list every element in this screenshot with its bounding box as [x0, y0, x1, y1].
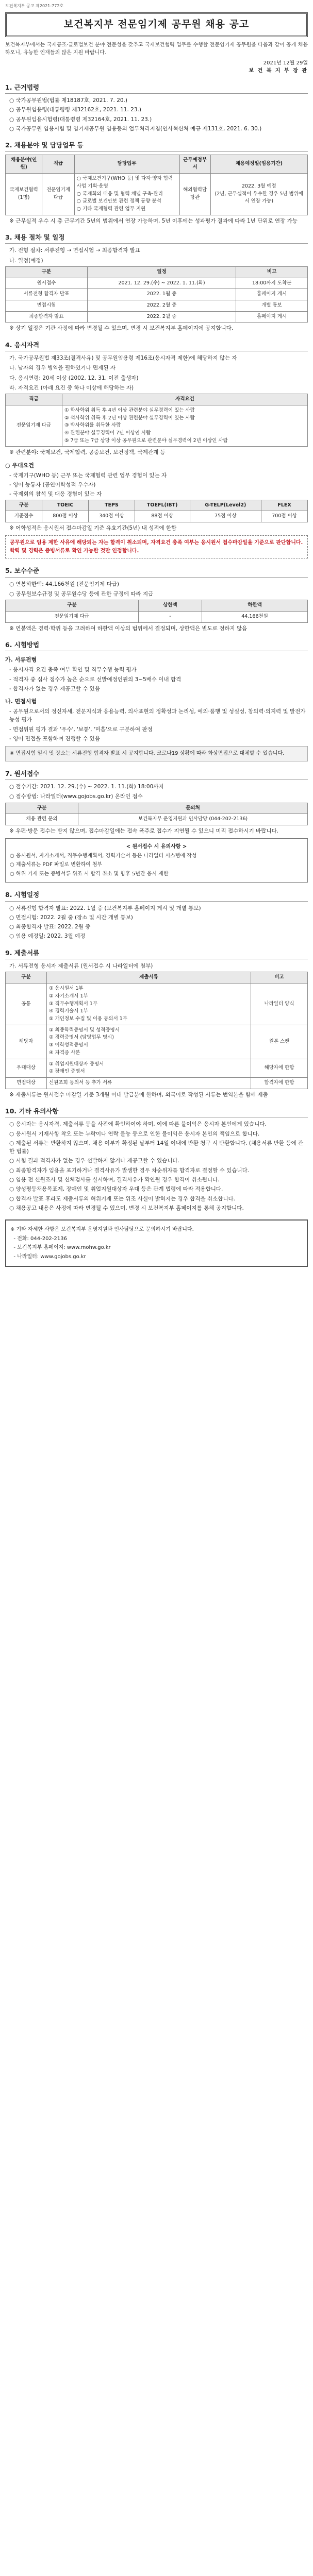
schedule-table	[5, 266, 308, 323]
table-header: 채용분야(인원)	[6, 155, 42, 173]
table-row	[6, 611, 308, 622]
section-4-item: 나. 남자의 경우 병역을 필하였거나 면제된 자	[9, 365, 116, 371]
table-cell: ① 학사학위 취득 후 4년 이상 관련분야 실무경력이 있는 사람 ② 석사학위 취득 후 2년 이상 관련분야 실무경력이 있는 사람 ③ 박사학위를 취득한 사람 ④ 관련분야 실무경력이 7년 이상인 사람 ⑤ 7급 또는 7급 상당 이상 공무원으로 관련분야 실무경력이 2년 이상인 사람	[62, 405, 308, 447]
section-7-title: 7. 원서접수	[5, 769, 308, 780]
list-item: - 응시자격 요건 충족 여부 확인 및 직무수행 능력 평가	[9, 667, 137, 673]
caution-title: < 원서접수 시 유의사항 >	[126, 844, 187, 850]
table-cell: ① 최종학력증명서 및 성적증명서 ② 경력증명서 (담당업무 명시) ③ 어학성적증명서 ④ 자격증 사본	[47, 1025, 251, 1059]
table-header: 구분	[6, 972, 47, 984]
footer-contact-box	[5, 1219, 308, 1267]
section-7-note: ※ 우편·방문 접수는 받지 않으며, 접수마감일에는 접속 폭주로 접수가 지연될 수 있으니 미리 접수하시기 바랍니다.	[9, 828, 278, 835]
table-header-row	[6, 972, 308, 984]
table-header: TEPS	[89, 500, 135, 511]
section-5-item: ○ 공무원보수규정 및 공무원수당 등에 관한 규정에 따라 지급	[9, 590, 154, 597]
list-item: ○ 제출된 서류는 반환하지 않으며, 채용 여부가 확정된 날부터 14일 이내에 반환 청구 시 반환합니다. (채용서류 반환 등에 관한 법률)	[9, 1140, 304, 1155]
section-5-item: ○ 연봉하한액: 44,166천원 (전문임기제 다급)	[9, 581, 119, 587]
section-3-item: 가. 전형 절차: 서류전형 → 면접시험 → 최종합격자 발표	[9, 247, 141, 254]
table-row	[6, 300, 308, 312]
table-cell: ① 응시원서 1부 ② 자기소개서 1부 ③ 직무수행계획서 1부 ④ 경력기술서 1부 ⑤ 개인정보 수집 및 이용 동의서 1부	[47, 984, 251, 1025]
table-cell: 공통	[6, 984, 47, 1025]
table-cell: 전문임기제 다급	[6, 405, 62, 447]
table-cell: ○ 국제보건기구(WHO 등) 및 다자·양자 협력사업 기획·운영 ○ 국제회의 대응 및 협력 채널 구축·관리 ○ 글로벌 보건안보 관련 정책 동향 분석 ○ 기타 국제협력 관련 업무 지원	[74, 174, 179, 215]
table-cell: 2022. 1월 중	[87, 289, 236, 300]
preference-title: ○ 우대요건	[5, 462, 34, 469]
requirements-table	[5, 394, 308, 447]
table-cell: 채용 관련 문의	[6, 814, 78, 825]
list-item: ○ 최종합격자가 임용을 포기하거나 결격사유가 발생한 경우 차순위자를 합격자로 결정할 수 있습니다.	[9, 1167, 250, 1174]
section-4-item: 가. 국가공무원법 제33조(결격사유) 및 공무원임용령 제16조(응시자격 제한)에 해당하지 않는 자	[9, 355, 237, 362]
section-8-list	[5, 904, 308, 941]
table-row	[6, 1078, 308, 1089]
table-cell: -	[138, 611, 202, 622]
intro-org: 보 건 복 지 부 장 관	[249, 68, 308, 74]
table-cell: 보건복지부 운영지원과 인사담당 (044-202-2136)	[78, 814, 308, 825]
table-header: 비고	[236, 266, 308, 278]
section-7-item: ○ 접수기간: 2021. 12. 29.(수) ~ 2022. 1. 11.(화) 18:00까지	[9, 784, 164, 790]
list-item: ○ 양성평등채용목표제, 장애인 및 취업지원대상자 우대 등은 관계 법령에 따라 적용합니다.	[9, 1186, 223, 1193]
table-header: 근무예정부서	[179, 155, 210, 173]
section-4-item: 다. 응시연령: 20세 이상 (2002. 12. 31. 이전 출생자)	[9, 375, 139, 381]
table-row	[6, 174, 308, 215]
table-cell: 전문임기제 다급	[42, 174, 74, 215]
application-caution-box	[5, 838, 308, 883]
table-cell: 신원조회 동의서 등 추가 서류	[47, 1078, 251, 1089]
table-header: 구분	[6, 266, 88, 278]
table-header: G-TELP(Level2)	[190, 500, 261, 511]
list-item: - 국제기구(WHO 등) 근무 또는 국제협력 관련 업무 경험이 있는 자	[9, 472, 167, 479]
section-4-title: 4. 응시자격	[5, 340, 308, 351]
table-header: 담당업무	[74, 155, 179, 173]
table-cell: 18:00까지 도착분	[236, 278, 308, 289]
interview-note: ※ 면접시험 일시 및 장소는 서류전형 합격자 발표 시 공지합니다. 코로나19 상황에 따라 화상면접으로 대체할 수 있습니다.	[5, 746, 308, 761]
table-cell: 88점 이상	[135, 511, 190, 522]
table-cell: 기준점수	[6, 511, 42, 522]
table-header: 자격요건	[62, 394, 308, 405]
section-4-item: 라. 자격요건 (아래 요건 중 하나 이상에 해당하는 자)	[9, 384, 134, 391]
list-item: ○ 임용 예정일: 2022. 3월 예정	[9, 933, 86, 940]
footer-line: - 나라일터: www.gojobs.go.kr	[10, 1253, 86, 1260]
caution-item: ○ 허위 기재 또는 증빙서류 위조 시 합격 취소 및 향후 5년간 응시 제한	[10, 871, 169, 877]
list-item: ○ 공무원임용시험령(대통령령 제32164호, 2021. 11. 23.)	[9, 116, 152, 123]
table-row	[6, 1025, 308, 1059]
list-item: ○ 국가공무원 임용시험 및 임기제공무원 임용등의 업무처리지침(인사혁신처 예규 제131호, 2021. 6. 30.)	[9, 126, 262, 132]
list-item: ○ 합격자 발표 후라도 제출서류의 허위기재 또는 위조 사실이 밝혀지는 경우 합격을 취소합니다.	[9, 1195, 235, 1202]
table-cell: 해당자에 한함	[251, 1059, 308, 1077]
documents-table	[5, 972, 308, 1089]
table-header-row	[6, 600, 308, 612]
table-cell: 원서접수	[6, 278, 88, 289]
table-header: 비고	[251, 972, 308, 984]
preference-list	[5, 471, 308, 499]
table-header-row	[6, 266, 308, 278]
footer-line: - 보건복지부 홈페이지: www.mohw.go.kr	[10, 1245, 111, 1251]
top-note: 보건복지부 공고 제2021-772호	[5, 4, 64, 8]
section-3-item: 나. 일정(예정)	[9, 257, 43, 264]
table-cell: 해당자	[6, 1025, 47, 1059]
table-header: TOEIC	[42, 500, 89, 511]
section-1-list	[5, 96, 308, 133]
table-cell: 해외협력담당관	[179, 174, 210, 215]
table-header: 직급	[42, 155, 74, 173]
list-item: - 영어 면접을 포함하여 진행할 수 있음	[9, 735, 100, 742]
table-cell: 우대대상	[6, 1059, 47, 1077]
table-header-row	[6, 155, 308, 173]
table-cell: 국제보건협력(1명)	[6, 174, 42, 215]
table-cell: 2022. 2월 중	[87, 300, 236, 312]
table-cell: 340점 이상	[89, 511, 135, 522]
language-note: ※ 어학성적은 응시원서 접수마감일 기준 유효기간(5년) 내 성적에 한함	[9, 525, 177, 531]
footer-line: ※ 기타 자세한 사항은 보건복지부 운영지원과 인사담당으로 문의하시기 바랍니다.	[10, 1227, 194, 1233]
related-field-note: ※ 관련분야: 국제보건, 국제협력, 공중보건, 보건정책, 국제관계 등	[9, 449, 166, 456]
table-header-row	[6, 394, 308, 405]
table-cell: 최종합격자 발표	[6, 311, 88, 323]
table-header: 일정	[87, 266, 236, 278]
table-cell: 나라일터 양식	[251, 984, 308, 1025]
table-header: 구분	[6, 500, 42, 511]
list-item: ○ 임용 전 신원조사 및 신체검사를 실시하며, 결격사유가 확인될 경우 합격이 취소됩니다.	[9, 1176, 220, 1183]
table-cell: 75점 이상	[190, 511, 261, 522]
list-item: - 적격자 중 심사 점수가 높은 순으로 선발예정인원의 3~5배수 이내 합격	[9, 676, 182, 683]
list-item: ○ 면접시험: 2022. 2월 중 (장소 및 시간 개별 통보)	[9, 914, 133, 921]
section-5-title: 5. 보수수준	[5, 566, 308, 577]
list-item: ○ 채용공고 내용은 사정에 따라 변경될 수 있으며, 변경 시 보건복지부 홈페이지를 통해 공지합니다.	[9, 1205, 244, 1211]
pay-table	[5, 600, 308, 622]
list-item: ○ 서류전형 합격자 발표: 2022. 1월 중 (보건복지부 홈페이지 게시 및 개별 통보)	[9, 905, 201, 911]
table-cell: 44,166천원	[202, 611, 308, 622]
list-item: ○ 최종합격자 발표: 2022. 2월 중	[9, 924, 91, 930]
table-header-row	[6, 803, 308, 814]
table-cell: 2022. 3월 예정 (2년, 근무실적이 우수한 경우 5년 범위에서 연장 가능)	[210, 174, 307, 215]
table-cell: 면접시험	[6, 300, 88, 312]
section-9-note: ※ 제출서류는 원서접수 마감일 기준 3개월 이내 발급분에 한하며, 외국어로 작성된 서류는 번역본을 함께 제출	[9, 1091, 268, 1098]
table-header: 채용예정일(임용기간)	[210, 155, 307, 173]
interview-title: 나. 면접시험	[5, 698, 37, 705]
table-row	[6, 511, 308, 522]
table-header: FLEX	[261, 500, 308, 511]
table-cell: 서류전형 합격자 발표	[6, 289, 88, 300]
list-item: ○ 응시원서 기재사항 착오 또는 누락이나 연락 불능 등으로 인한 불이익은 응시자 본인의 책임으로 합니다.	[9, 1130, 260, 1137]
table-cell: 원본 스캔	[251, 1025, 308, 1059]
interview-list	[5, 707, 308, 743]
table-header: 제출서류	[47, 972, 251, 984]
contact-table	[5, 803, 308, 825]
table-cell: 2022. 2월 중	[87, 311, 236, 323]
table-cell: 면접대상	[6, 1078, 47, 1089]
list-item: - 면접위원 평가 결과 '우수', '보통', '미흡'으로 구분하여 판정	[9, 726, 153, 733]
section-8-title: 8. 시험일정	[5, 890, 308, 901]
list-item: ○ 시험 결과 적격자가 없는 경우 선발하지 않거나 재공고할 수 있습니다.	[9, 1158, 179, 1164]
document-screening-title: 가. 서류전형	[5, 656, 37, 664]
table-header: 구분	[6, 600, 139, 612]
table-cell: 전문임기제 다급	[6, 611, 139, 622]
section-6-title: 6. 시험방법	[5, 640, 308, 651]
list-item: ○ 국가공무원법(법률 제18187호, 2021. 7. 20.)	[9, 97, 127, 104]
table-row	[6, 289, 308, 300]
table-cell: 2021. 12. 29.(수) ~ 2022. 1. 11.(화)	[87, 278, 236, 289]
table-row	[6, 1059, 308, 1077]
list-item: - 영어 능통자 (공인어학성적 우수자)	[9, 482, 96, 488]
table-header: 상한액	[138, 600, 202, 612]
section-2-title: 2. 채용분야 및 담당업무 등	[5, 140, 308, 151]
section-10-title: 10. 기타 유의사항	[5, 1106, 308, 1117]
table-row	[6, 405, 308, 447]
table-cell: 합격자에 한함	[251, 1078, 308, 1089]
section-7-item: ○ 접수방법: 나라일터(www.gojobs.go.kr) 온라인 접수	[9, 793, 143, 800]
table-header: 구분	[6, 803, 78, 814]
footer-line: - 전화: 044-202-2136	[10, 1235, 67, 1242]
table-cell: 800점 이상	[42, 511, 89, 522]
table-cell: 700점 이상	[261, 511, 308, 522]
section-9-title: 9. 제출서류	[5, 948, 308, 959]
list-item: - 국제회의 참석 및 대응 경험이 있는 자	[9, 491, 102, 498]
table-cell: 개별 통보	[236, 300, 308, 312]
table-header: 문의처	[78, 803, 308, 814]
list-item: - 공무원으로서의 정신자세, 전문지식과 응용능력, 의사표현의 정확성과 논리성, 예의·품행 및 성실성, 창의력·의지력 및 발전가능성 평가	[9, 708, 306, 723]
eligibility-notice: 공무원으로 임용 제한 사유에 해당되는 자는 합격이 취소되며, 자격요건 충족 여부는 응시원서 접수마감일을 기준으로 판단합니다. 학력 및 경력은 증빙서류로 확인 가능한 것만 인정합니다.	[5, 535, 308, 558]
intro-text: 보건복지부에서는 국제공조·글로벌보건 분야 전문성을 갖추고 국제보건협력 업무를 수행할 전문임기제 공무원을 다음과 같이 공개 채용하오니, 유능한 인재들의 많은 지원 바랍니다.	[5, 42, 308, 56]
language-table	[5, 500, 308, 522]
section-1-title: 1. 근거법령	[5, 82, 308, 94]
caution-item: ○ 응시원서, 자기소개서, 직무수행계획서, 경력기술서 등은 나라일터 시스템에 작성	[10, 853, 197, 859]
table-cell: ① 취업지원대상자 증명서 ② 장애인 증명서	[47, 1059, 251, 1077]
table-header: 하한액	[202, 600, 308, 612]
table-row	[6, 278, 308, 289]
table-cell: 홈페이지 게시	[236, 289, 308, 300]
table-cell: 홈페이지 게시	[236, 311, 308, 323]
caution-item: ○ 제출서류는 PDF 파일로 변환하여 첨부	[10, 862, 103, 868]
table-header: TOEFL(IBT)	[135, 500, 190, 511]
recruit-table	[5, 155, 308, 215]
table-row	[6, 311, 308, 323]
page-title: 보건복지부 전문임기제 공무원 채용 공고	[5, 12, 308, 37]
table-row	[6, 984, 308, 1025]
list-item: ○ 응시자는 응시자격, 제출서류 등을 사전에 확인하여야 하며, 이에 따른 불이익은 응시자 본인에게 있습니다.	[9, 1121, 267, 1128]
pay-note: ※ 연봉액은 경력·학위 등을 고려하여 하한액 이상의 범위에서 결정되며, 상한액은 별도로 정하지 않음	[9, 625, 248, 632]
intro-date: 2021년 12월 29일	[263, 60, 308, 66]
list-item: - 합격자가 없는 경우 재공고할 수 있음	[9, 685, 100, 692]
section-10-list	[5, 1120, 308, 1212]
section-2-note: ※ 근무실적 우수 시 총 근무기간 5년의 범위에서 연장 가능하며, 5년 이후에는 성과평가 결과에 따라 1년 단위로 연장 가능	[9, 217, 298, 224]
table-header: 직급	[6, 394, 62, 405]
table-header-row	[6, 500, 308, 511]
section-9-intro: 가. 서류전형 응시자 제출서류 (원서접수 시 나라일터에 첨부)	[9, 963, 153, 970]
document-screening-list	[5, 666, 308, 693]
section-3-note: ※ 상기 일정은 기관 사정에 따라 변경될 수 있으며, 변경 시 보건복지부 홈페이지에 공지합니다.	[9, 325, 234, 332]
list-item: ○ 공무원임용령(대통령령 제32162호, 2021. 11. 23.)	[9, 107, 141, 113]
section-3-title: 3. 채용 절차 및 일정	[5, 232, 308, 244]
table-row	[6, 814, 308, 825]
